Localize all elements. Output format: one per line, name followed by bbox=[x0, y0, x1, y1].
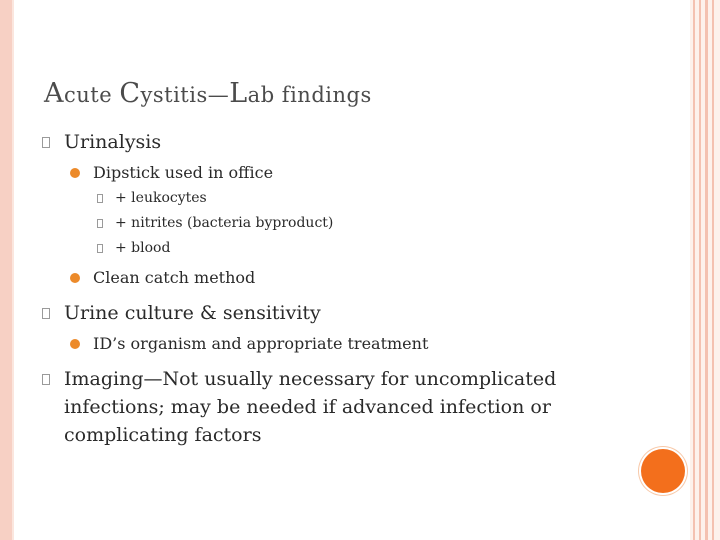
bullet-text: Imaging—Not usually necessary for uncomplicated infections; may be needed if advanced infection or complicating factors bbox=[64, 368, 557, 446]
bullet-level2 bbox=[69, 331, 642, 357]
title-part: L bbox=[229, 78, 248, 109]
bullet-level3 bbox=[97, 236, 642, 261]
circle-bullet-icon bbox=[70, 339, 80, 349]
square-bullet-icon bbox=[97, 219, 103, 228]
bullet-text: Dipstick used in office bbox=[93, 163, 274, 182]
circle-bullet-icon bbox=[70, 168, 80, 178]
circle-bullet-icon bbox=[70, 273, 80, 283]
bullet-text: ID’s organism and appropriate treatment bbox=[93, 334, 429, 353]
bullet-level3 bbox=[97, 186, 642, 211]
bullet-text: + blood bbox=[115, 240, 171, 256]
left-decorative-stripe-inner bbox=[12, 0, 14, 540]
square-bullet-icon bbox=[42, 137, 50, 148]
title-part: cute bbox=[64, 83, 120, 107]
slide-body bbox=[42, 128, 642, 449]
bullet-level1 bbox=[42, 299, 642, 327]
title-part: C bbox=[119, 78, 141, 109]
bullet-level3 bbox=[97, 211, 642, 236]
title-part: ab findings bbox=[247, 83, 372, 107]
right-decorative-band bbox=[690, 0, 720, 540]
bullet-level2 bbox=[69, 160, 642, 186]
right-stripe-line bbox=[705, 0, 708, 540]
bullet-text: Clean catch method bbox=[93, 268, 256, 287]
bullet-text: Urine culture & sensitivity bbox=[64, 302, 321, 324]
left-decorative-stripe bbox=[0, 0, 12, 540]
right-stripe-line bbox=[699, 0, 701, 540]
bullet-text: Urinalysis bbox=[64, 131, 162, 153]
bullet-text: + leukocytes bbox=[115, 190, 207, 206]
slide-title bbox=[44, 78, 372, 109]
orange-accent-circle bbox=[641, 449, 685, 493]
square-bullet-icon bbox=[97, 244, 103, 253]
square-bullet-icon bbox=[42, 308, 50, 319]
square-bullet-icon bbox=[42, 374, 50, 385]
title-part: ystitis— bbox=[140, 83, 230, 107]
bullet-level1 bbox=[42, 365, 642, 449]
right-stripe-line bbox=[712, 0, 714, 540]
square-bullet-icon bbox=[97, 194, 103, 203]
right-stripe-line bbox=[693, 0, 695, 540]
bullet-level1 bbox=[42, 128, 642, 156]
title-part: A bbox=[44, 78, 64, 109]
bullet-text: + nitrites (bacteria byproduct) bbox=[115, 215, 334, 231]
bullet-level2 bbox=[69, 265, 642, 291]
